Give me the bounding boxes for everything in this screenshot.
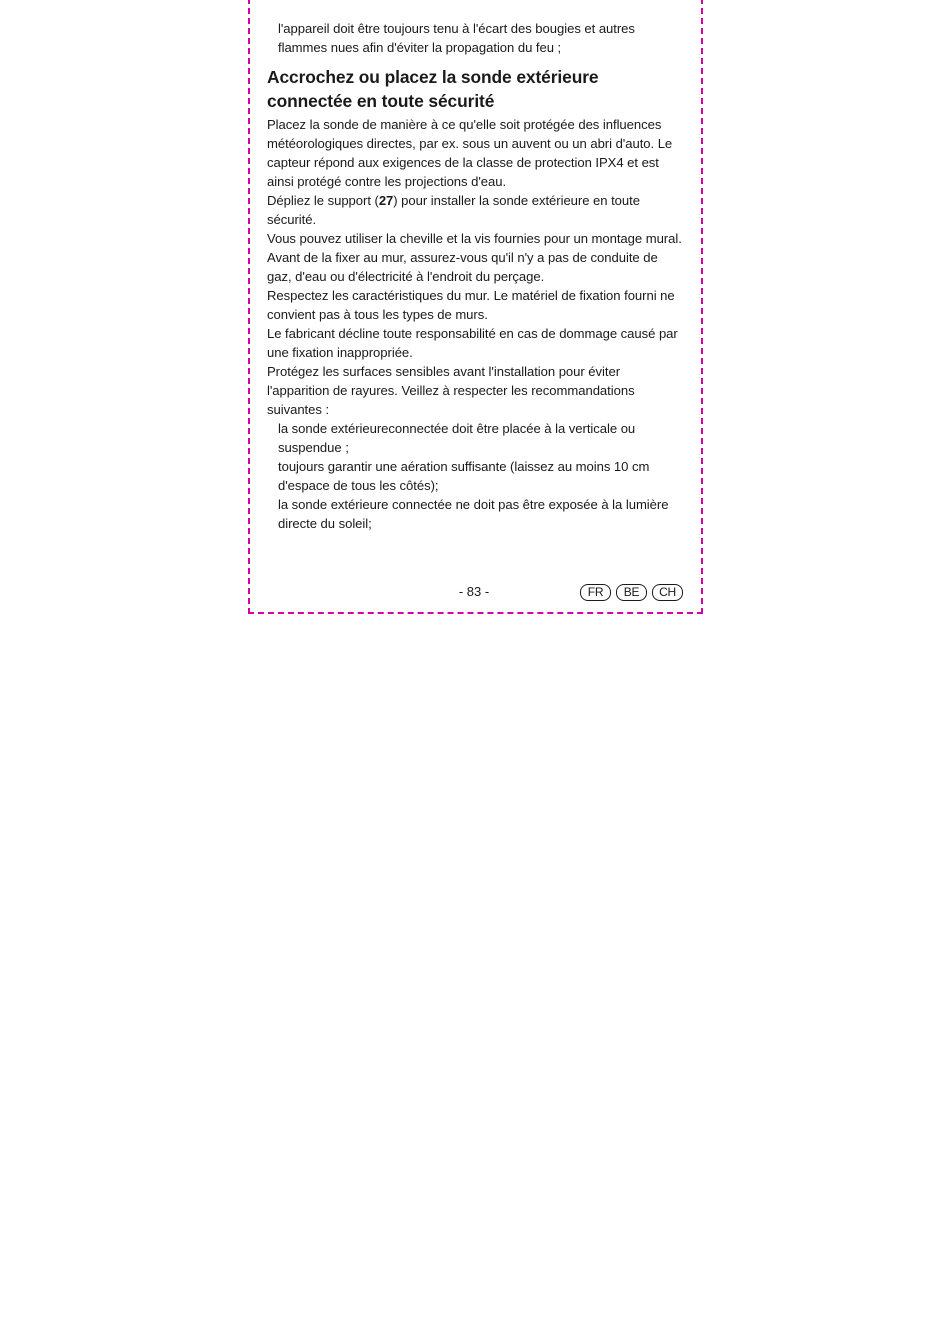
country-badge-fr: FR	[580, 584, 611, 601]
page-number: - 83 -	[458, 584, 490, 599]
paragraph-wall-mount: Vous pouvez utiliser la cheville et la vis fournies pour un montage mural. Avant de la fixer au mur, assurez-vous qu'il n'y a pas de conduite de gaz, d'eau ou d'électricité à l'endroit du perçage.	[267, 231, 682, 284]
section-heading: Accrochez ou placez la sonde extérieure connectée en toute sécurité	[267, 67, 599, 111]
list-item: la sonde extérieure connectée ne doit pas être exposée à la lumière directe du soleil;	[278, 497, 669, 531]
paragraph-protect-surfaces: Protégez les surfaces sensibles avant l'installation pour éviter l'apparition de rayures. Veillez à respecter les recommandations suivantes :	[267, 364, 635, 417]
paragraph-support	[267, 191, 685, 229]
country-badge-ch: CH	[652, 584, 683, 601]
list-item: la sonde extérieureconnectée doit être placée à la verticale ou suspendue ;	[278, 421, 636, 455]
paragraph-support-text-before: Dépliez le support (	[267, 193, 379, 208]
intro-continuation: l'appareil doit être toujours tenu à l'écart des bougies et autres flammes nues afin d'éviter la propagation du feu ;	[278, 21, 635, 55]
paragraph-wall-characteristics: Respectez les caractéristiques du mur. Le matériel de fixation fourni ne convient pas à tous les types de murs.	[267, 288, 675, 322]
page-content	[267, 19, 685, 533]
country-badges	[580, 584, 683, 601]
paragraph-liability: Le fabricant décline toute responsabilité en cas de dommage causé par une fixation inappropriée.	[267, 326, 678, 360]
reference-number: 27	[378, 193, 394, 208]
country-badge-be: BE	[616, 584, 647, 601]
paragraph-placement: Placez la sonde de manière à ce qu'elle soit protégée des influences météorologiques directes, par ex. sous un auvent ou un abri d'auto. Le capteur répond aux exigences de la classe de protection IPX4 et est ainsi protégé contre les projections d'eau.	[267, 117, 673, 189]
list-item: toujours garantir une aération suffisante (laissez au moins 10 cm d'espace de tous les côtés);	[278, 459, 650, 493]
paragraph-support-text-after: ) pour installer la sonde extérieure en toute sécurité.	[267, 193, 640, 227]
